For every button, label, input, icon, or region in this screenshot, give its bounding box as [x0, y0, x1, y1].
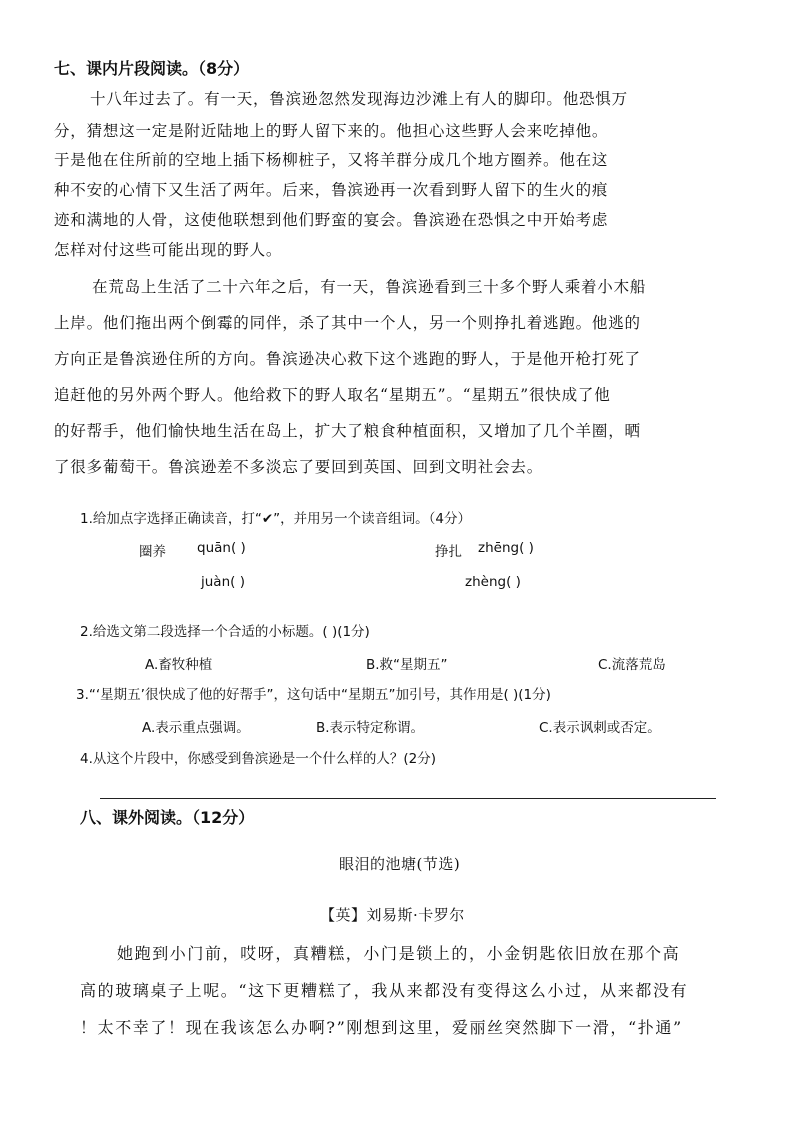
question-3: 3.“‘星期五’很快成了他的好帮手”，这句话中“星期五”加引号，其作用是( )(1分) — [76, 687, 551, 703]
q1-word2-option-1[interactable]: zhēng( ) — [478, 540, 534, 556]
question-2: 2.给选文第二段选择一个合适的小标题。( )(1分) — [80, 624, 370, 640]
story-author: 【英】刘易斯·卡罗尔 — [320, 906, 465, 924]
para1-line-1: 十八年过去了。有一天，鲁滨逊忽然发现海边沙滩上有人的脚印。他恐惧万 — [90, 90, 628, 108]
para2-line-5: 的好帮手，他们愉快地生活在岛上，扩大了粮食种植面积，又增加了几个羊圈，晒 — [54, 422, 641, 440]
para2-line-3: 方向正是鲁滨逊住所的方向。鲁滨逊决心救下这个逃跑的野人，于是他开枪打死了 — [54, 350, 641, 368]
q2-option-a[interactable]: A.畜牧种植 — [145, 657, 213, 673]
q4-answer-line[interactable] — [100, 798, 716, 799]
q1-word1-option-1[interactable]: quān( ) — [197, 540, 246, 556]
q2-option-c[interactable]: C.流落荒岛 — [598, 657, 666, 673]
question-4: 4.从这个片段中，你感受到鲁滨逊是一个什么样的人？(2分) — [80, 751, 437, 767]
para2-line-2: 上岸。他们拖出两个倒霉的同伴，杀了其中一个人，另一个则挣扎着逃跑。他逃的 — [54, 314, 641, 332]
para2-line-6: 了很多葡萄干。鲁滨逊差不多淡忘了要回到英国、回到文明社会去。 — [54, 458, 544, 476]
story-title: 眼泪的池塘(节选) — [339, 855, 461, 873]
para1-line-6: 怎样对付这些可能出现的野人。 — [54, 241, 283, 259]
para1-line-2: 分，猜想这一定是附近陆地上的野人留下来的。他担心这些野人会来吃掉他。 — [54, 122, 609, 140]
para2-line-4: 追赶他的另外两个野人。他给救下的野人取名“星期五”。“星期五”很快成了他 — [54, 386, 611, 404]
q3-option-b[interactable]: B.表示特定称谓。 — [316, 720, 425, 736]
para1-line-4: 种不安的心情下又生活了两年。后来，鲁滨逊再一次看到野人留下的生火的痕 — [54, 181, 609, 199]
story-line-1: 她跑到小门前，哎呀，真糟糕，小门是锁上的，小金钥匙依旧放在那个高 — [117, 944, 681, 963]
para1-line-5: 迹和满地的人骨，这使他联想到他们野蛮的宴会。鲁滨逊在恐惧之中开始考虑 — [54, 211, 609, 229]
section7-heading: 七、课内片段阅读。（8分） — [54, 59, 250, 78]
para2-line-1: 在荒岛上生活了二十六年之后，有一天，鲁滨逊看到三十多个野人乘着小木船 — [92, 278, 647, 296]
q1-word2-option-2[interactable]: zhèng( ) — [465, 574, 521, 590]
story-line-2: 高的玻璃桌子上呢。“这下更糟糕了，我从来都没有变得这么小过，从来都没有 — [80, 981, 689, 1000]
q2-option-b[interactable]: B.救“星期五” — [366, 657, 448, 673]
q1-word-1: 圈养 — [139, 544, 166, 560]
para1-line-3: 于是他在住所前的空地上插下杨柳桩子，又将羊群分成几个地方圈养。他在这 — [54, 151, 609, 169]
question-1: 1.给加点字选择正确读音，打“✔”，并用另一个读音组词。（4分） — [80, 511, 472, 527]
q3-option-a[interactable]: A.表示重点强调。 — [142, 720, 250, 736]
story-line-3: ！太不幸了！现在我该怎么办啊?”刚想到这里，爱丽丝突然脚下一滑，“扑通” — [80, 1018, 683, 1037]
section8-heading: 八、课外阅读。（12分） — [80, 808, 255, 827]
q1-word1-option-2[interactable]: juàn( ) — [201, 574, 245, 590]
q3-option-c[interactable]: C.表示讽刺或否定。 — [539, 720, 661, 736]
q1-word-2: 挣扎 — [435, 544, 462, 560]
